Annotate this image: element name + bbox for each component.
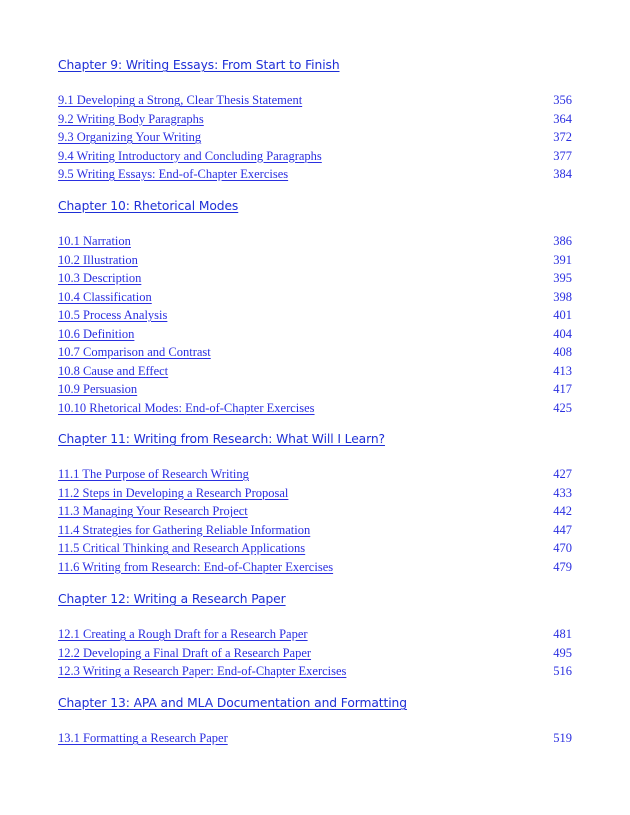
toc-page-number: 470	[553, 541, 572, 555]
toc-page-number: 516	[553, 664, 572, 678]
toc-page-number: 356	[553, 93, 572, 107]
toc-entry-link[interactable]: 12.1 Creating a Rough Draft for a Research Paper	[58, 627, 308, 641]
toc-page-number: 404	[553, 326, 572, 341]
toc-page-number: 401	[553, 308, 572, 322]
section-list	[58, 91, 572, 184]
toc-entry[interactable]	[58, 662, 572, 681]
toc-page-number: 386	[553, 234, 572, 248]
toc-page-number: 364	[553, 111, 572, 126]
toc-entry[interactable]	[58, 269, 572, 288]
toc-page-number: 495	[553, 645, 572, 660]
toc-entry[interactable]	[58, 251, 572, 270]
toc-entry[interactable]	[58, 325, 572, 344]
toc-page-number: 377	[553, 148, 572, 163]
toc-entry-link[interactable]: 10.8 Cause and Effect	[58, 363, 169, 378]
toc-entry[interactable]	[58, 558, 572, 577]
toc-entry[interactable]	[58, 625, 572, 644]
toc-page-number: 519	[553, 731, 572, 745]
toc-entry-link[interactable]: 11.2 Steps in Developing a Research Proposal	[58, 485, 289, 500]
toc-entry-link[interactable]: 11.6 Writing from Research: End-of-Chapter Exercises	[58, 559, 334, 574]
chapter-heading-link[interactable]: Chapter 9: Writing Essays: From Start to Finish	[58, 58, 340, 72]
toc-entry[interactable]	[58, 306, 572, 325]
toc-entry-link[interactable]: 9.4 Writing Introductory and Concluding Paragraphs	[58, 148, 322, 163]
toc-page-number: 398	[553, 289, 572, 304]
toc-entry[interactable]	[58, 729, 572, 748]
toc-page-number: 391	[553, 252, 572, 267]
toc-page-number: 395	[553, 271, 572, 285]
toc-entry-link[interactable]: 12.3 Writing a Research Paper: End-of-Chapter Exercises	[58, 664, 347, 678]
toc-entry[interactable]	[58, 484, 572, 503]
toc-entry-link[interactable]: 10.10 Rhetorical Modes: End-of-Chapter Exercises	[58, 400, 315, 415]
toc-entry[interactable]	[58, 147, 572, 166]
toc-entry-link[interactable]: 9.3 Organizing Your Writing	[58, 130, 202, 144]
toc-entry[interactable]	[58, 91, 572, 110]
toc-entry-link[interactable]: 10.3 Description	[58, 271, 142, 285]
toc-entry-link[interactable]: 11.4 Strategies for Gathering Reliable Information	[58, 522, 311, 537]
toc-entry[interactable]	[58, 128, 572, 147]
toc-entry[interactable]	[58, 110, 572, 129]
chapter-heading-link[interactable]: Chapter 12: Writing a Research Paper	[58, 592, 286, 606]
toc-entry-link[interactable]: 11.1 The Purpose of Research Writing	[58, 467, 249, 481]
toc-page-number: 372	[553, 130, 572, 144]
toc-entry[interactable]	[58, 644, 572, 663]
toc-entry-link[interactable]: 9.5 Writing Essays: End-of-Chapter Exercises	[58, 167, 289, 181]
section-list	[58, 232, 572, 417]
toc-entry-link[interactable]: 10.2 Illustration	[58, 252, 138, 267]
toc-entry-link[interactable]: 9.1 Developing a Strong, Clear Thesis Statement	[58, 93, 303, 107]
section-list	[58, 729, 572, 748]
toc-page-number: 408	[553, 345, 572, 359]
toc-page-number: 479	[553, 559, 572, 574]
toc-entry[interactable]	[58, 362, 572, 381]
toc-entry[interactable]	[58, 539, 572, 558]
chapter-heading-link[interactable]: Chapter 13: APA and MLA Documentation and Formatting	[58, 696, 407, 710]
toc-entry-link[interactable]: 10.9 Persuasion	[58, 382, 138, 396]
toc-entry[interactable]	[58, 232, 572, 251]
section-list	[58, 465, 572, 576]
toc-entry-link[interactable]: 11.3 Managing Your Research Project	[58, 504, 248, 518]
toc-entry[interactable]	[58, 399, 572, 418]
toc-entry-link[interactable]: 10.5 Process Analysis	[58, 308, 168, 322]
toc-page-number: 417	[553, 382, 572, 396]
toc-entry[interactable]	[58, 521, 572, 540]
toc-page-number: 384	[553, 167, 572, 181]
toc-entry-link[interactable]: 10.4 Classification	[58, 289, 152, 304]
toc-page-number: 425	[553, 400, 572, 415]
toc-page-number: 413	[553, 363, 572, 378]
chapter-heading-link[interactable]: Chapter 10: Rhetorical Modes	[58, 199, 239, 213]
toc-page-number: 442	[553, 504, 572, 518]
toc-entry[interactable]	[58, 343, 572, 362]
toc-entry-link[interactable]: 11.5 Critical Thinking and Research Applications	[58, 541, 306, 555]
chapter-heading-link[interactable]: Chapter 11: Writing from Research: What Will I Learn?	[58, 432, 385, 446]
toc-entry[interactable]	[58, 465, 572, 484]
toc-entry-link[interactable]: 10.7 Comparison and Contrast	[58, 345, 211, 359]
toc-page-number: 427	[553, 467, 572, 481]
toc-page-number: 447	[553, 522, 572, 537]
toc-entry[interactable]	[58, 380, 572, 399]
toc-entry[interactable]	[58, 165, 572, 184]
toc-entry-link[interactable]: 9.2 Writing Body Paragraphs	[58, 111, 204, 126]
toc-page-number: 481	[553, 627, 572, 641]
toc-page-number: 433	[553, 485, 572, 500]
toc-entry[interactable]	[58, 502, 572, 521]
toc-entry-link[interactable]: 13.1 Formatting a Research Paper	[58, 731, 228, 745]
toc-entry[interactable]	[58, 288, 572, 307]
toc-entry-link[interactable]: 10.6 Definition	[58, 326, 135, 341]
section-list	[58, 625, 572, 681]
toc-entry-link[interactable]: 12.2 Developing a Final Draft of a Research Paper	[58, 645, 312, 660]
toc-entry-link[interactable]: 10.1 Narration	[58, 234, 131, 248]
